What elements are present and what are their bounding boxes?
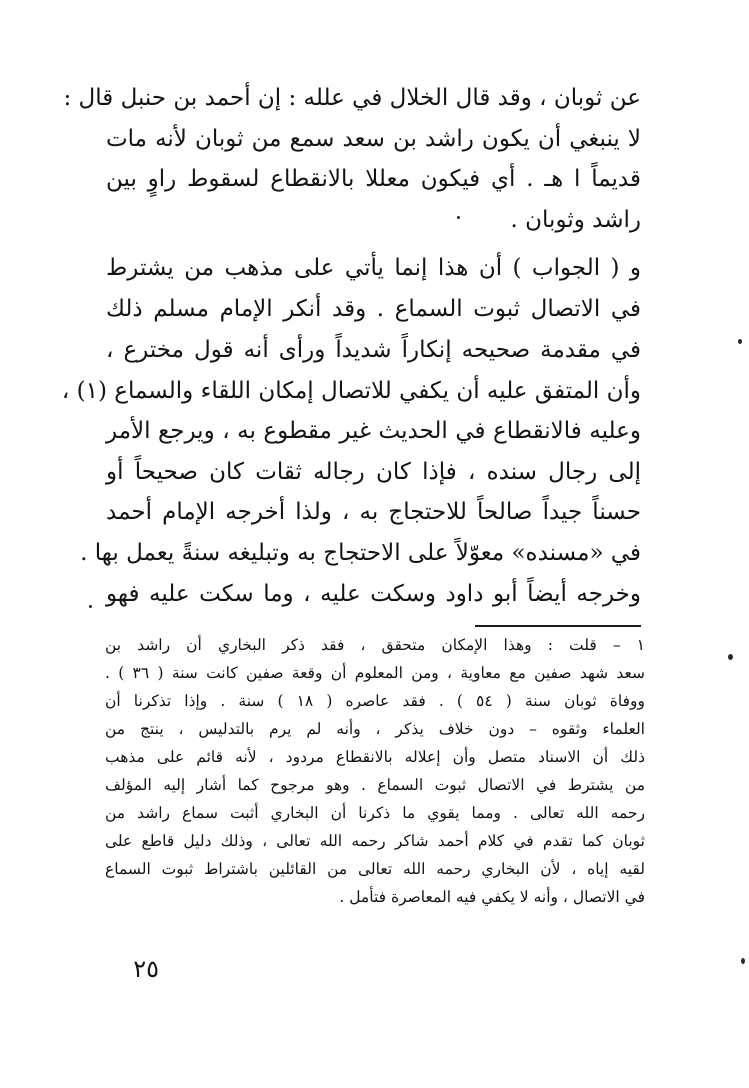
body-line-6: في الاتصال ثبوت السماع . وقد أنكر الإمام مسلم ذلك [106, 296, 641, 322]
scan-speck [741, 958, 745, 964]
footnote-line-3: ووفاة ثوبان سنة ( ٥٤ ) . فقد عاصره ( ١٨ ) سنة . وإذا تذكرنا أن [105, 692, 645, 710]
body-line-5: و ( الجواب ) أن هذا إنما يأتي على مذهب من يشترط [106, 255, 641, 281]
body-line-10: إلى رجال سنده ، فإذا كان رجاله ثقات كان صحيحاً أو [106, 459, 641, 485]
body-line-4: راشد وثوبان . [510, 207, 641, 233]
page-number: ٢٥ [133, 955, 159, 983]
body-line-11: حسناً جيداً صالحاً للاحتجاج به ، ولذا أخرجه الإمام أحمد [106, 499, 641, 525]
scan-speck [457, 216, 460, 219]
footnote-line-4: العلماء وثقوه – دون خلاف يذكر ، وأنه لم يرم بالتدليس ، ينتج من [105, 720, 645, 738]
body-line-7: في مقدمة صحيحه إنكاراً شديداً ورأى أنه قول مخترع ، [106, 337, 641, 363]
scan-speck [738, 339, 742, 344]
scan-speck [728, 654, 733, 660]
footnote-line-10: في الاتصال ، وأنه لا يكفي فيه المعاصرة فتأمل . [339, 888, 645, 906]
body-line-8: وأن المتفق عليه أن يكفي للاتصال إمكان اللقاء والسماع (١) ، [61, 378, 641, 404]
scan-speck [89, 605, 92, 608]
footnote-line-7: رحمه الله تعالى . ومما يقوي ما ذكرنا أن البخاري أثبت سماع راشد من [105, 804, 645, 822]
body-line-3: قديماً ا هـ . أي فيكون معللا بالانقطاع لسقوط راوٍ بين [106, 166, 641, 192]
body-line-9: وعليه فالانقطاع في الحديث غير مقطوع به ، ويرجع الأمر [106, 418, 641, 444]
body-line-2: لا ينبغي أن يكون راشد بن سعد سمع من ثوبان لأنه مات [106, 126, 641, 152]
footnote-line-5: ذلك أن الاسناد متصل وأن إعلاله بالانقطاع مردود ، لأنه قائم على مذهب [105, 748, 645, 766]
body-line-13: وخرجه أيضاً أبو داود وسكت عليه ، وما سكت عليه فهو [106, 581, 641, 607]
footnote-line-8: ثوبان كما تقدم في كلام أحمد شاكر رحمه الله تعالى ، وذلك دليل قاطع على [105, 832, 645, 850]
footnote-separator [475, 625, 641, 627]
footnote-line-1: ١ – قلت : وهذا الإمكان متحقق ، فقد ذكر البخاري أن راشد بن [105, 636, 645, 654]
body-line-12: في «مسنده» معوّلاً على الاحتجاج به وتبليغه سنةً يعمل بها . [80, 540, 641, 566]
footnote-line-2: سعد شهد صفين مع معاوية ، ومن المعلوم أن وقعة صفين كانت سنة ( ٣٦ ) . [105, 664, 645, 682]
footnote-line-6: من يشترط في الاتصال ثبوت السماع . وهو مرجوح كما أشار إليه المؤلف [105, 776, 645, 794]
body-line-1: عن ثوبان ، وقد قال الخلال في علله : إن أحمد بن حنبل قال : [63, 85, 641, 111]
footnote-line-9: لقيه إياه ، لأن البخاري رحمه الله تعالى من القائلين باشتراط ثبوت السماع [105, 860, 645, 878]
